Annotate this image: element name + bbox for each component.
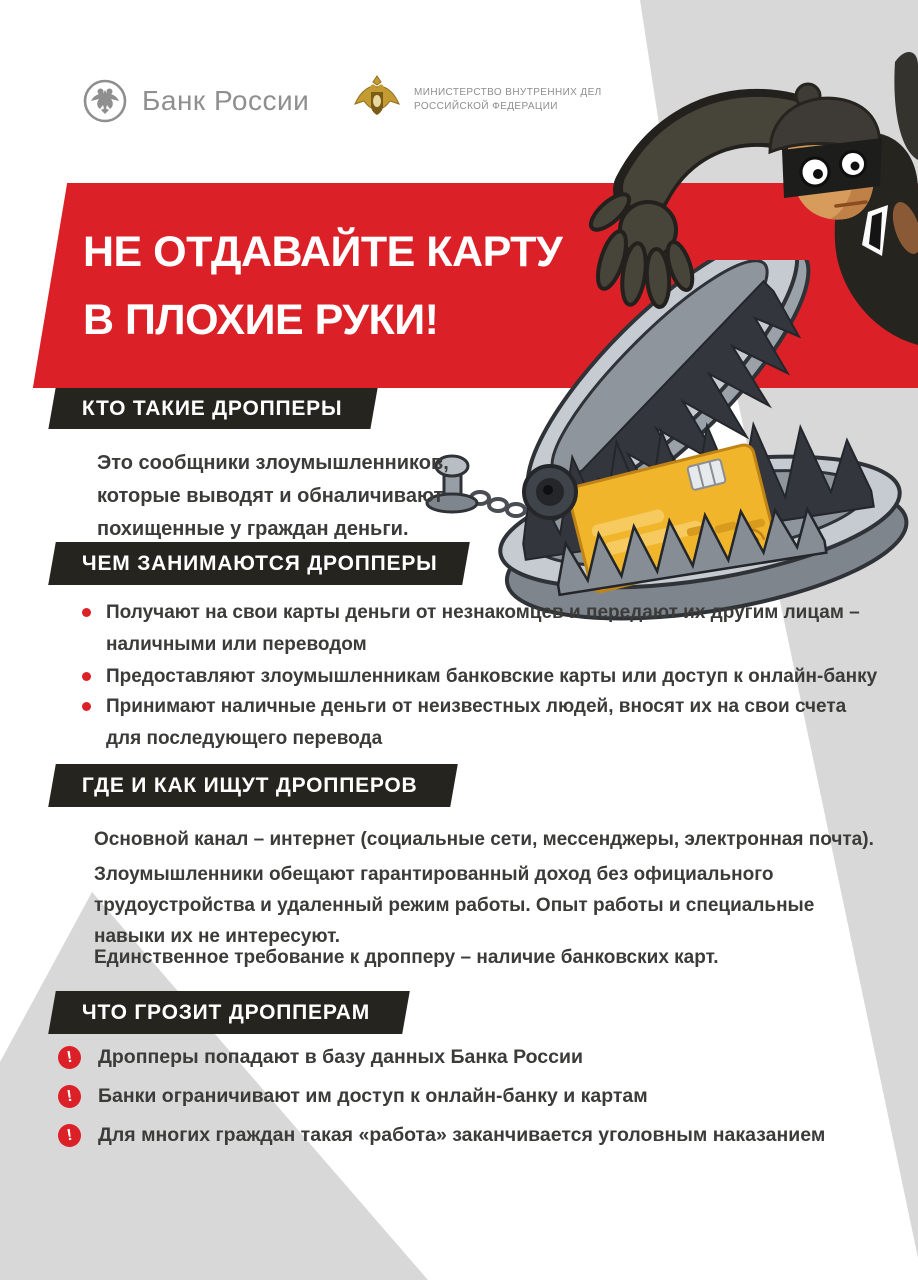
- warning-item: [58, 1124, 825, 1147]
- text-line: Основной канал – интернет (социальные сети, мессенджеры, электронная почта).: [94, 829, 874, 850]
- bank-of-russia-logo: [82, 78, 309, 124]
- thief-illustration: [560, 40, 918, 360]
- section-title: ГДЕ И КАК ИЩУТ ДРОППЕРОВ: [82, 773, 418, 797]
- bank-of-russia-eagle-icon: [82, 78, 128, 124]
- mvd-logo: [352, 74, 602, 126]
- warning-item: [58, 1046, 583, 1069]
- section-title: КТО ТАКИЕ ДРОППЕРЫ: [82, 396, 343, 420]
- section-title: ЧЕМ ЗАНИМАЮТСЯ ДРОППЕРЫ: [82, 551, 438, 575]
- section-header-who-are-droppers: [48, 388, 377, 429]
- exclamation-icon: !: [56, 1044, 82, 1070]
- bullet-item: [82, 661, 877, 693]
- text-line: которые выводят и обналичивают: [97, 485, 444, 507]
- bullet-dot-icon: [82, 672, 91, 681]
- who-are-droppers-text: [97, 447, 449, 546]
- mvd-name-line2: РОССИЙСКОЙ ФЕДЕРАЦИИ: [414, 101, 558, 112]
- exclamation-icon: !: [56, 1083, 82, 1109]
- warning-text: Для многих граждан такая «работа» заканчивается уголовным наказанием: [98, 1124, 826, 1146]
- paragraph: [94, 942, 719, 973]
- section-title: ЧТО ГРОЗИТ ДРОППЕРАМ: [82, 1000, 371, 1024]
- section-header-what-threatens-droppers: [48, 991, 410, 1034]
- bullet-dot-icon: [82, 608, 91, 617]
- text-line: Получают на свои карты деньги от незнакомцев и передают их другим лицам –: [106, 602, 860, 623]
- bullet-item: [82, 691, 846, 755]
- text-line: Злоумышленники обещают гарантированный доход без официального: [94, 864, 774, 885]
- text-line: Предоставляют злоумышленникам банковские карты или доступ к онлайн-банку: [106, 666, 878, 687]
- text-line: Это сообщники злоумышленников,: [97, 452, 449, 474]
- text-line: навыки их не интересуют.: [94, 926, 341, 947]
- trap-chain: [471, 492, 525, 516]
- thief-glove-hand: [585, 189, 697, 308]
- text-line: похищенные у граждан деньги.: [97, 518, 409, 540]
- bank-of-russia-name: Банк России: [142, 85, 310, 116]
- bullet-item: [82, 597, 860, 661]
- banner-title-line2: В ПЛОХИЕ РУКИ!: [83, 296, 439, 344]
- banner-title-line1: НЕ ОТДАВАЙТЕ КАРТУ: [83, 228, 563, 276]
- section-header-what-droppers-do: [48, 542, 470, 585]
- text-line: наличными или переводом: [106, 634, 367, 655]
- paragraph: [94, 824, 874, 855]
- bullet-dot-icon: [82, 702, 91, 711]
- mvd-name: [414, 86, 602, 114]
- mvd-name-line1: МИНИСТЕРСТВО ВНУТРЕННИХ ДЕЛ: [414, 87, 602, 98]
- text-line: трудоустройства и удаленный режим работы. Опыт работы и специальные: [94, 895, 815, 916]
- exclamation-icon: !: [56, 1122, 82, 1148]
- warning-text: Банки ограничивают им доступ к онлайн-банку и картам: [98, 1085, 648, 1107]
- section-header-where-droppers-found: [48, 764, 458, 807]
- warning-item: [58, 1085, 648, 1108]
- warning-text: Дропперы попадают в базу данных Банка России: [98, 1046, 583, 1068]
- text-line: Единственное требование к дропперу – наличие банковских карт.: [94, 947, 719, 968]
- mvd-emblem-icon: [352, 74, 402, 126]
- text-line: Принимают наличные деньги от неизвестных людей, вносят их на свои счета: [106, 696, 847, 717]
- paragraph: [94, 859, 814, 952]
- trap-hinge: [524, 466, 576, 518]
- text-line: для последующего перевода: [106, 728, 383, 749]
